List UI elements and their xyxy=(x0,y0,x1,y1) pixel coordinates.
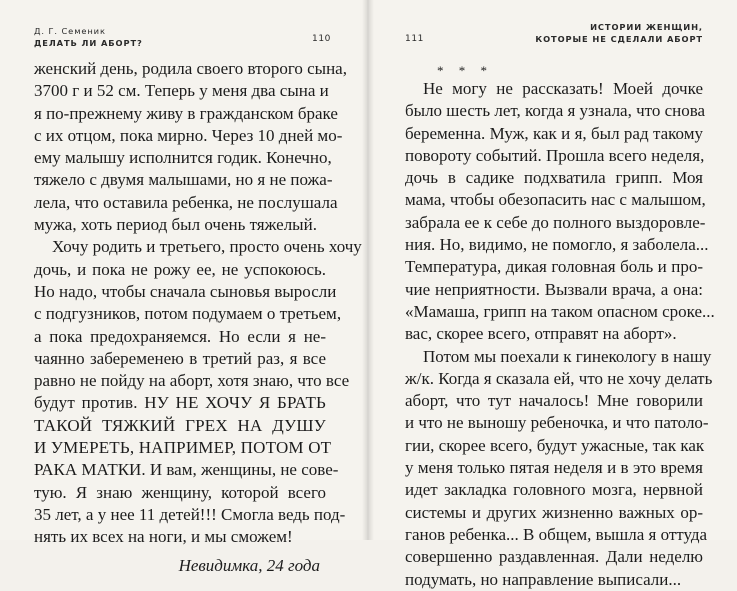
running-head-title-line1: ИСТОРИИ ЖЕНЩИН, xyxy=(590,22,703,32)
text-line: беременна. Муж, как и я, был рад такому xyxy=(405,123,703,143)
text-line: тую. Я знаю женщину, которой всего xyxy=(34,482,326,502)
text-line: вас, скорее всего, отправят на аборт». xyxy=(405,324,677,344)
text-line: ганов ребенка... В общем, вышла я оттуда xyxy=(405,524,708,544)
text-line: гии, скорее всего, будут ужасные, так как xyxy=(405,435,705,455)
text-line: равно не пойду на аборт, хотя знаю, что все xyxy=(34,371,350,391)
text-line: подумать, но направление выписали... xyxy=(405,569,682,589)
text-line: было шесть лет, когда я узнала, что снова xyxy=(405,101,706,121)
text-line: ния. Но, видимо, не помогло, я заболела... xyxy=(405,235,709,255)
text-line: Но надо, чтобы сначала сыновья выросли xyxy=(34,281,337,301)
text-line: Температура, дикая головная боль и про- xyxy=(405,257,703,277)
text-line: с их отцом, пока мирно. Через 10 дней мо- xyxy=(34,125,343,145)
text-line: дочь в садике подхватила грипп. Моя xyxy=(405,168,703,188)
text-line: ж/к. Когда я сказала ей, что не хочу делать xyxy=(405,368,713,388)
right-body-text xyxy=(405,78,715,591)
text-line: Потом мы поехали к гинекологу в нашу xyxy=(423,346,712,366)
text-line: забрала ее к себе до полного выздоровле- xyxy=(405,212,706,232)
text-line: совершенно раздавленная. Дали неделю xyxy=(405,547,703,567)
text-line: лела, что оставила ребенка, не послушала xyxy=(34,192,338,212)
text-line: «Мамаша, грипп на таком опасном сроке... xyxy=(405,301,715,321)
right-page xyxy=(371,0,737,589)
text-line: женский день, родила своего второго сына, xyxy=(34,59,347,78)
text-line: РАКА МАТКИ. И вам, женщины, не сове- xyxy=(34,460,339,480)
text-line: нять их всех на ноги, и мы сможем! xyxy=(34,527,293,547)
text-line: чие неприятности. Вызвали врача, а она: xyxy=(405,279,703,299)
text-line: повороту событий. Прошла всего неделя, xyxy=(405,145,705,165)
section-separator: * * * xyxy=(437,63,493,78)
left-body-text xyxy=(34,58,362,577)
text-line: И УМЕРЕТЬ, НАПРИМЕР, ПОТОМ ОТ xyxy=(34,438,332,458)
text-line: дочь, и пока не рожу ее, не успокоюсь. xyxy=(34,259,326,279)
text-line: я по-прежнему живу в гражданском браке xyxy=(34,103,338,123)
left-page xyxy=(0,0,366,575)
text-line: Хочу родить и третьего, просто очень хочу xyxy=(52,237,362,257)
text-line: ему малышу исполнится годик. Конечно, xyxy=(34,148,332,168)
text-line: и что не выношу ребеночка, и что патоло- xyxy=(405,413,709,433)
text-line: идет закладка головного мозга, нервной xyxy=(405,480,703,500)
text-line: аборт, что тут началось! Мне говорили xyxy=(405,391,703,411)
text-line: а пока предохраняемся. Но если я не- xyxy=(34,326,326,346)
page-number-right: 111 xyxy=(405,34,424,44)
text-line: чаянно забеременею в третий раз, я все xyxy=(34,348,326,368)
text-line: Не могу не рассказать! Моей дочке xyxy=(423,79,703,98)
text-line: мужа, хоть период был очень тяжелый. xyxy=(34,215,317,235)
text-line: тяжело с двумя малышами, но я не пожа- xyxy=(34,170,333,190)
page-number-left: 110 xyxy=(312,34,331,44)
text-line: 3700 г и 52 см. Теперь у меня два сына и xyxy=(34,81,329,101)
running-head-title: ДЕЛАТЬ ЛИ АБОРТ? xyxy=(34,38,143,48)
text-line: системы и других жизненно важных ор- xyxy=(405,502,703,522)
text-line: будут против. НУ НЕ ХОЧУ Я БРАТЬ xyxy=(34,393,326,413)
text-line: мама, чтобы обезопасить нас с малышом, xyxy=(405,190,706,210)
signature: Невидимка, 24 года xyxy=(178,555,320,575)
running-head-title-line2: КОТОРЫЕ НЕ СДЕЛАЛИ АБОРТ xyxy=(535,34,703,44)
running-head-author: Д. Г. Семеник xyxy=(34,26,106,36)
text-line: 35 лет, а у нее 11 детей!!! Смогла ведь под- xyxy=(34,504,346,524)
text-line: у меня только пятая неделя и в это время xyxy=(405,458,703,478)
text-line: с подгузников, потом подумаем о третьем, xyxy=(34,304,342,324)
text-line: ТАКОЙ ТЯЖКИЙ ГРЕХ НА ДУШУ xyxy=(34,415,326,435)
